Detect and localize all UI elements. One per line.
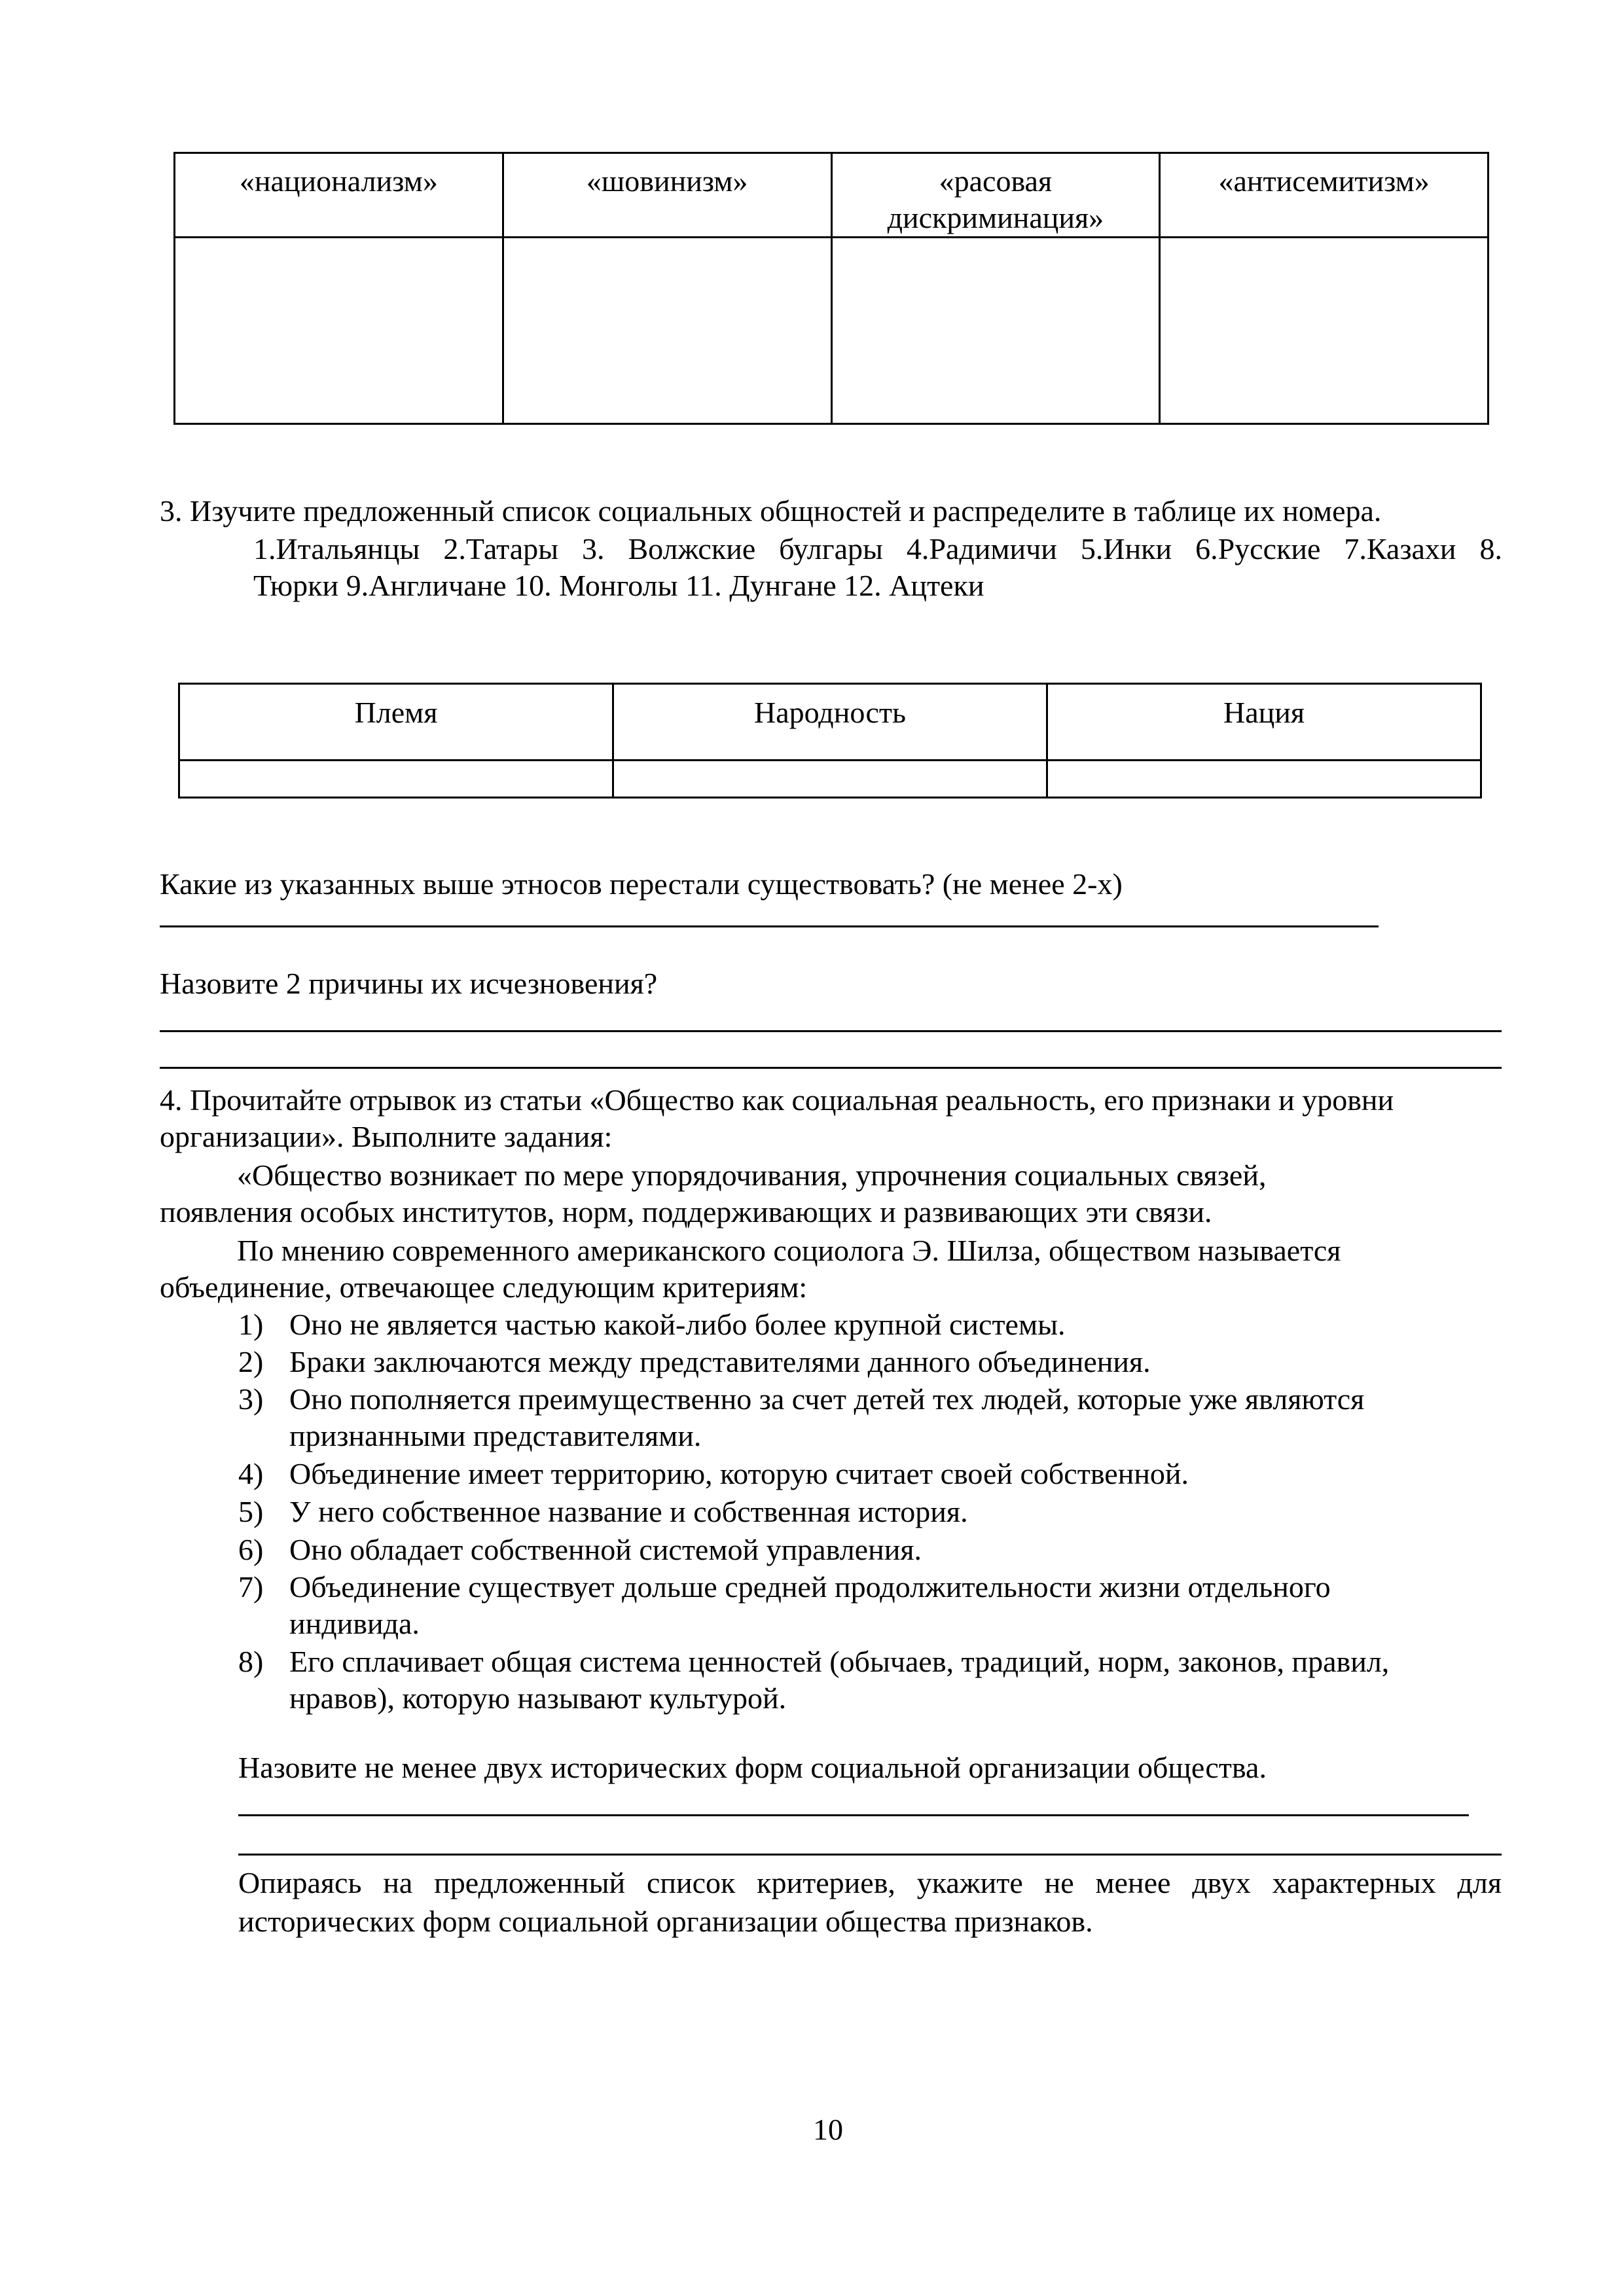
answer-line-2[interactable]: [160, 1030, 1502, 1032]
task4-para1-line2: появления особых институтов, норм, поддерживающих и развивающих эти связи.: [160, 1195, 1212, 1229]
criterion-7-text: Объединение существует дольше средней продолжительности жизни отдельного: [289, 1570, 1331, 1604]
header-racial-discrimination: [831, 153, 1160, 238]
nationality-answer-cell[interactable]: [613, 761, 1047, 798]
task4-title-line2: организации». Выполните задания:: [160, 1120, 613, 1153]
answer-line-3[interactable]: [160, 1067, 1502, 1069]
criterion-3-text-cont: признанными представителями.: [289, 1419, 702, 1452]
criterion-6-text: Оно обладает собственной системой управления.: [289, 1533, 922, 1566]
criterion-1-text: Оно не является частью какой-либо более крупной системы.: [289, 1308, 1066, 1341]
answer-cell-2[interactable]: [503, 238, 831, 424]
header-racial-discrimination-text: «расовая дискриминация»: [887, 164, 1104, 235]
header-nationalism: «национализм»: [175, 153, 503, 238]
criterion-1-number: 1): [238, 1308, 264, 1341]
answer-cell-4[interactable]: [1160, 238, 1489, 424]
terms-table: [173, 152, 1489, 425]
task4-question2-line1: Опираясь на предложенный список критериев, укажите не менее двух характерных для: [238, 1866, 1502, 1899]
criterion-8-text-cont: нравов), которую называют культурой.: [289, 1681, 787, 1715]
criterion-5-number: 5): [238, 1495, 264, 1528]
criterion-7-text-cont: индивида.: [289, 1607, 420, 1640]
task4-question1: Назовите не менее двух исторических форм социальной организации общества.: [238, 1751, 1267, 1784]
task4-para2-line2: объединение, отвечающее следующим критериям:: [160, 1270, 808, 1304]
header-nation: Нация: [1047, 684, 1481, 761]
answer-line-1[interactable]: [160, 925, 1379, 927]
header-antisemitism: «антисемитизм»: [1160, 153, 1489, 238]
criterion-4-text: Объединение имеет территорию, которую считает своей собственной.: [289, 1457, 1189, 1490]
criterion-8-number: 8): [238, 1645, 264, 1678]
task4-title-line1: 4. Прочитайте отрывок из статьи «Общество как социальная реальность, его признаки и уровни: [160, 1083, 1394, 1117]
page-number: 10: [813, 2113, 843, 2146]
header-nationality: Народность: [613, 684, 1047, 761]
criterion-8-text: Его сплачивает общая система ценностей (обычаев, традиций, норм, законов, правил,: [289, 1645, 1390, 1678]
answer-line-5[interactable]: [238, 1854, 1502, 1856]
task3-question1: Какие из указанных выше этносов перестали существовать? (не менее 2-х): [160, 867, 1123, 901]
task4-question2-line2: исторических форм социальной организации общества признаков.: [238, 1905, 1093, 1938]
communities-table: [178, 683, 1482, 798]
task4-para1-line1: «Общество возникает по мере упорядочивания, упрочнения социальных связей,: [237, 1158, 1267, 1192]
answer-line-4[interactable]: [238, 1814, 1469, 1816]
task3-list-line1: 1.Итальянцы 2.Татары 3. Волжские булгары 4.Радимичи 5.Инки 6.Русские 7.Казахи 8.: [253, 532, 1502, 565]
criterion-7-number: 7): [238, 1570, 264, 1604]
task3-question2: Назовите 2 причины их исчезновения?: [160, 967, 658, 1000]
criterion-3-number: 3): [238, 1382, 264, 1416]
tribe-answer-cell[interactable]: [179, 761, 613, 798]
task3-title: 3. Изучите предложенный список социальных общностей и распределите в таблице их номера.: [160, 494, 1382, 528]
criterion-4-number: 4): [238, 1457, 264, 1490]
criterion-5-text: У него собственное название и собственная история.: [289, 1495, 968, 1528]
header-chauvinism: «шовинизм»: [503, 153, 831, 238]
criterion-3-text: Оно пополняется преимущественно за счет детей тех людей, которые уже являются: [289, 1382, 1365, 1416]
task4-para2-line1: По мнению современного американского социолога Э. Шилза, обществом называется: [237, 1234, 1341, 1267]
criterion-2-text: Браки заключаются между представителями данного объединения.: [289, 1345, 1151, 1378]
answer-cell-1[interactable]: [175, 238, 503, 424]
task3-list-line2: Тюрки 9.Англичане 10. Монголы 11. Дунгане 12. Ацтеки: [253, 569, 984, 602]
criterion-2-number: 2): [238, 1345, 264, 1378]
nation-answer-cell[interactable]: [1047, 761, 1481, 798]
answer-cell-3[interactable]: [831, 238, 1160, 424]
header-tribe: Племя: [179, 684, 613, 761]
criterion-6-number: 6): [238, 1533, 264, 1566]
